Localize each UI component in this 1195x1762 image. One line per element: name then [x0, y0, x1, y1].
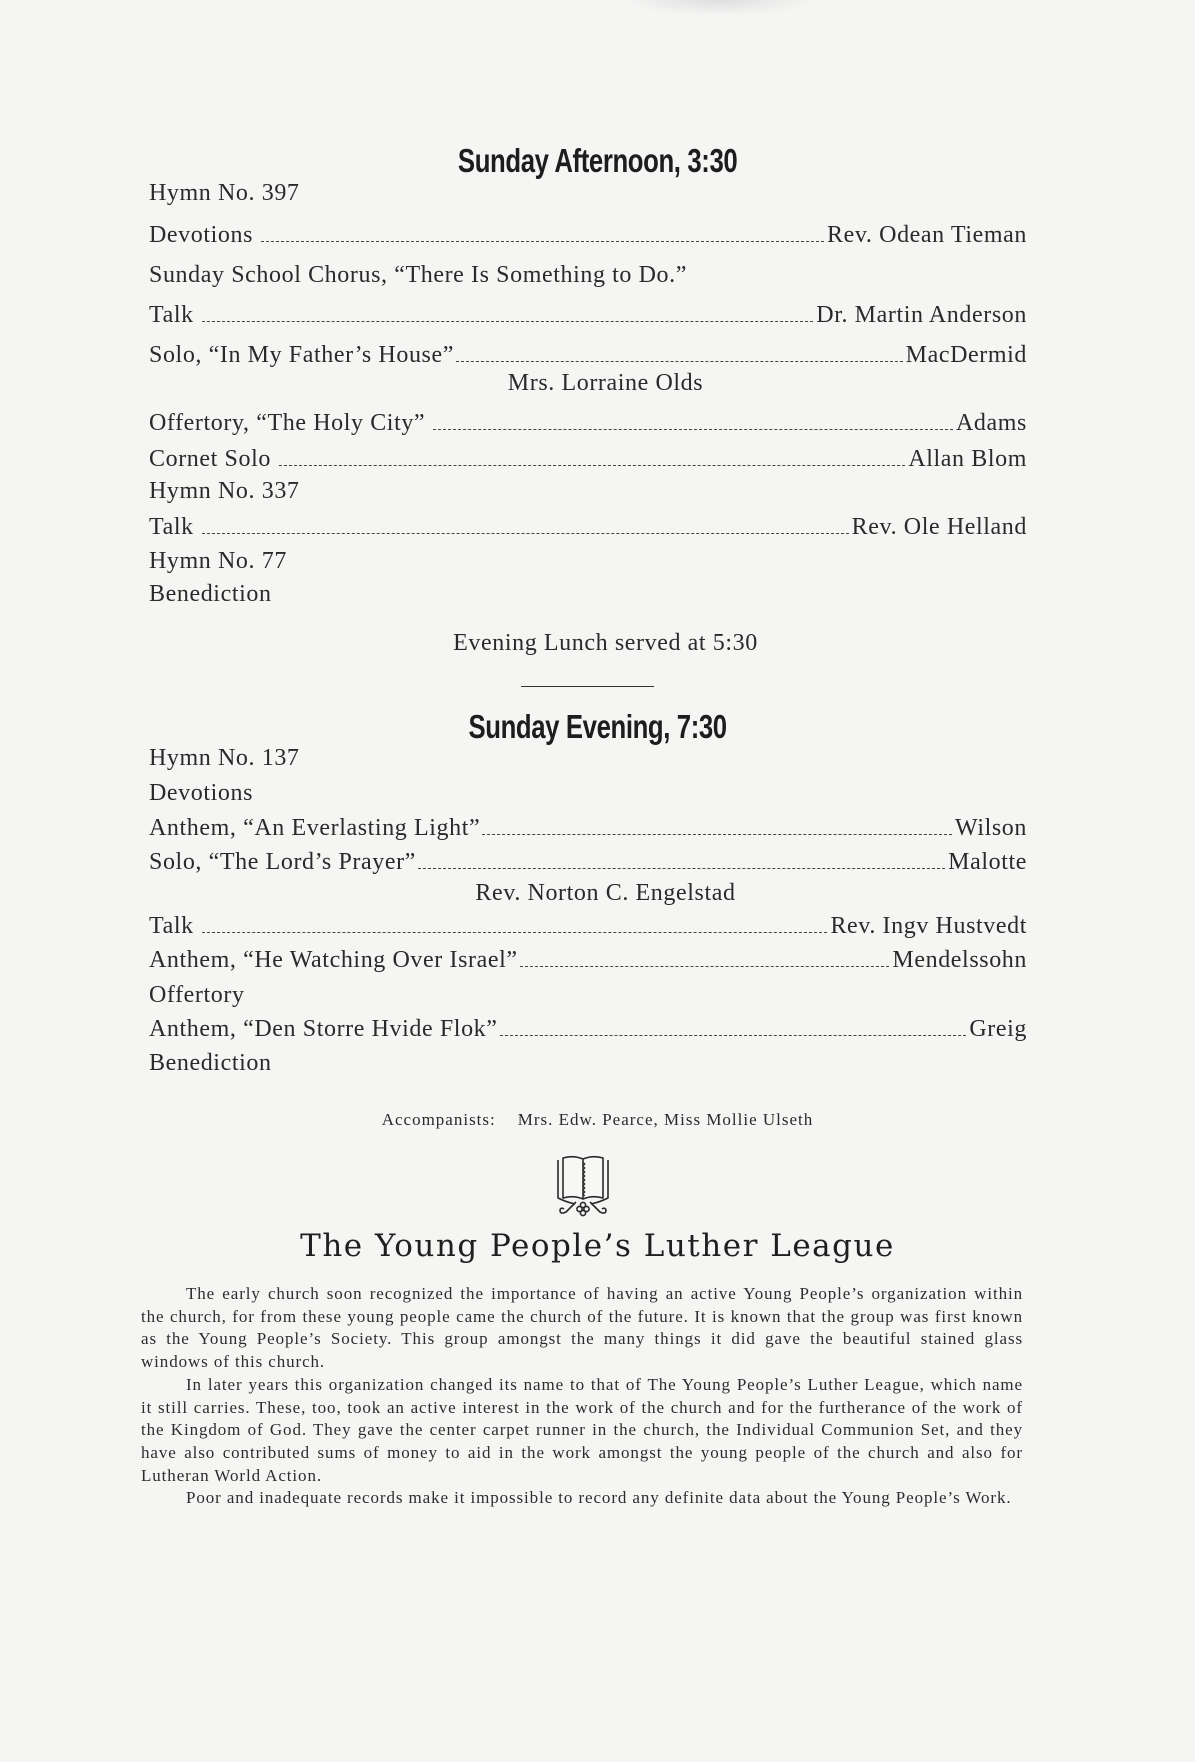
item-label: Sunday School Chorus, “There Is Something to Do.” [149, 262, 688, 288]
program-item [149, 849, 1027, 876]
item-composer: Mendelssohn [892, 947, 1027, 973]
item-performer: Allan Blom [908, 446, 1027, 472]
item-composer: Greig [969, 1016, 1027, 1042]
program-item [149, 222, 1027, 249]
item-label: Talk [149, 302, 194, 328]
accompanists-names: Mrs. Edw. Pearce, Miss Mollie Ulseth [517, 1110, 814, 1129]
item-label: Talk [149, 514, 194, 540]
program-item [149, 410, 1027, 437]
item-composer: Malotte [948, 849, 1027, 875]
program-item [149, 180, 1027, 207]
item-performer: Rev. Odean Tieman [827, 222, 1027, 248]
item-label: Cornet Solo [149, 446, 271, 472]
section-divider [521, 686, 654, 687]
program-item [149, 947, 1027, 974]
afternoon-soloist: Mrs. Lorraine Olds [507, 370, 704, 396]
program-item [149, 342, 1027, 369]
dot-leader [520, 966, 890, 967]
program-item [149, 548, 1027, 575]
dot-leader [500, 1035, 967, 1036]
item-label: Benediction [149, 1050, 272, 1076]
item-label: Devotions [149, 780, 254, 806]
dot-leader [202, 533, 849, 534]
dot-leader [482, 834, 952, 835]
program-item [149, 745, 1027, 772]
item-label: Hymn No. 137 [149, 745, 300, 771]
lunch-note: Evening Lunch served at 5:30 [453, 630, 758, 656]
league-paragraph: The early church soon recognized the importance of having an active Young People’s organization within the church, for from these young people came the church of the future. It is known that the group was first known as the Young People’s Society. This group amongst the many things it did gave the beautiful stained glass windows of this church. [141, 1284, 1023, 1372]
item-label: Offertory, “The Holy City” [149, 410, 426, 436]
accompanists-label: Accompanists: [381, 1110, 496, 1129]
program-item [149, 446, 1027, 473]
item-label: Anthem, “An Everlasting Light” [149, 815, 481, 841]
accompanists-line [0, 1110, 1195, 1130]
item-label: Solo, “The Lord’s Prayer” [149, 849, 416, 875]
program-item [149, 1016, 1027, 1043]
item-performer: Dr. Martin Anderson [816, 302, 1027, 328]
league-heading: The Young People’s Luther League [300, 1228, 895, 1264]
program-item [149, 815, 1027, 842]
program-item [149, 1050, 1027, 1077]
item-composer: MacDermid [905, 342, 1027, 368]
program-item [149, 262, 1027, 289]
league-body [141, 1283, 1023, 1510]
item-composer: Adams [956, 410, 1027, 436]
program-item [149, 780, 1027, 807]
item-label: Hymn No. 397 [149, 180, 300, 206]
item-performer: Rev. Ole Helland [851, 514, 1027, 540]
item-label: Hymn No. 77 [149, 548, 287, 574]
item-performer: Rev. Ingv Hustvedt [830, 913, 1027, 939]
dot-leader [418, 868, 945, 869]
dot-leader [261, 241, 824, 242]
item-label: Talk [149, 913, 194, 939]
item-label: Solo, “In My Father’s House” [149, 342, 454, 368]
afternoon-heading: Sunday Afternoon, 3:30 [457, 142, 738, 179]
dot-leader [202, 321, 814, 322]
item-label: Anthem, “He Watching Over Israel” [149, 947, 518, 973]
program-item [149, 581, 1027, 608]
paper-smudge [620, 0, 820, 16]
item-composer: Wilson [955, 815, 1027, 841]
program-item [149, 514, 1027, 541]
item-label: Devotions [149, 222, 254, 248]
item-label: Anthem, “Den Storre Hvide Flok” [149, 1016, 498, 1042]
program-item [149, 982, 1027, 1009]
item-label: Offertory [149, 982, 245, 1008]
dot-leader [433, 429, 953, 430]
item-label: Hymn No. 337 [149, 478, 300, 504]
dot-leader [456, 361, 903, 362]
league-paragraph: In later years this organization changed its name to that of The Young People’s Luther League, which name it still carries. These, too, took an active interest in the work of the church and for the furtherance of the work of the Kingdom of God. They gave the center carpet runner in the church, the Individual Communion Set, and they have also contributed sums of money to aid in the work amongst the young people of the church and also for Lutheran World Action. [141, 1374, 1023, 1485]
program-item [149, 913, 1027, 940]
open-book-emblem-icon [548, 1152, 618, 1222]
item-label: Benediction [149, 581, 272, 607]
program-item [149, 478, 1027, 505]
dot-leader [279, 465, 905, 466]
program-item [149, 302, 1027, 329]
evening-soloist: Rev. Norton C. Engelstad [475, 880, 736, 906]
dot-leader [202, 932, 828, 933]
league-paragraph: Poor and inadequate records make it impossible to record any definite data about the Young People’s Work. [186, 1488, 1012, 1508]
evening-heading: Sunday Evening, 7:30 [468, 708, 727, 745]
